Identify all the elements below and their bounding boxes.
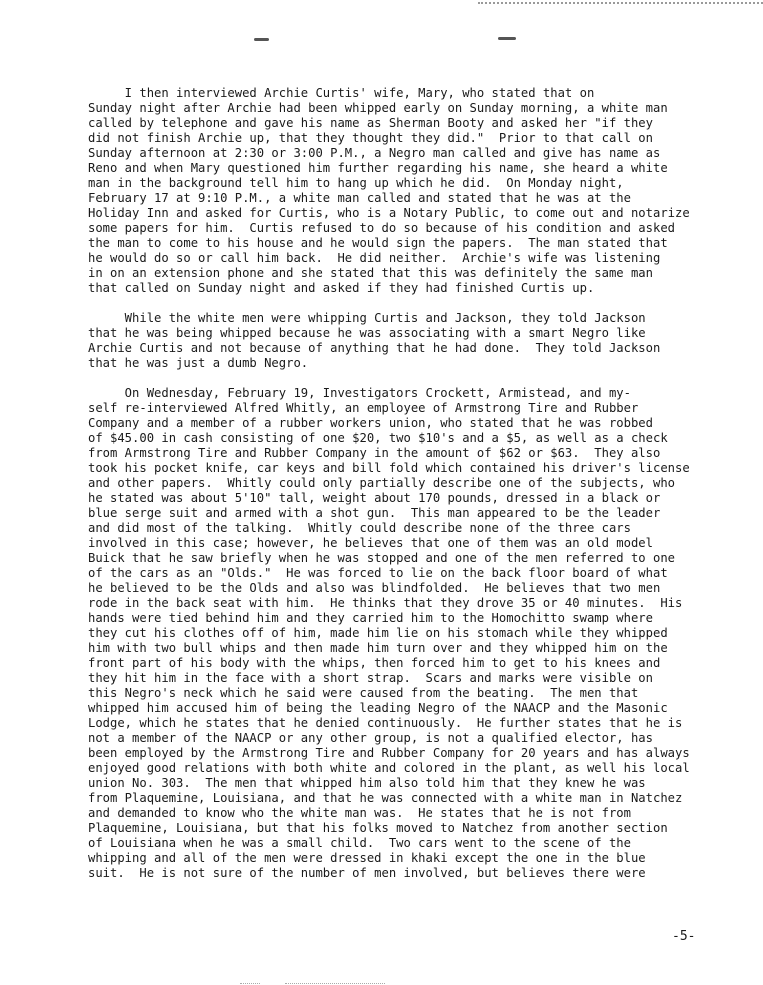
top-edge-dots: [478, 2, 763, 4]
text-line: blue serge suit and armed with a shot gun. This man appeared to be the leader: [88, 506, 661, 520]
text-line: and other papers. Whitly could only partially describe one of the subjects, who: [88, 476, 675, 490]
text-line: that he was just a dumb Negro.: [88, 356, 309, 370]
text-line: union No. 303. The men that whipped him also told him that they knew he was: [88, 776, 646, 790]
text-line: Archie Curtis and not because of anything that he had done. They told Jackson: [88, 341, 661, 355]
text-line: called by telephone and gave his name as Sherman Booty and asked her "if they: [88, 116, 653, 130]
top-smudge-right: [498, 37, 516, 40]
top-smudge-left: [254, 38, 269, 41]
text-line: been employed by the Armstrong Tire and Rubber Company for 20 years and has always: [88, 746, 690, 760]
text-line: did not finish Archie up, that they thought they did." Prior to that call on: [88, 131, 653, 145]
text-line: of $45.00 in cash consisting of one $20, two $10's and a $5, as well as a check: [88, 431, 668, 445]
bottom-edge-dots: [285, 983, 385, 984]
text-line: and demanded to know who the white man was. He states that he is not from: [88, 806, 631, 820]
text-line: whipped him accused him of being the leading Negro of the NAACP and the Masonic: [88, 701, 668, 715]
text-line: front part of his body with the whips, then forced him to get to his knees and: [88, 656, 661, 670]
text-line: self re-interviewed Alfred Whitly, an employee of Armstrong Tire and Rubber: [88, 401, 639, 415]
text-line: Sunday afternoon at 2:30 or 3:00 P.M., a Negro man called and give has name as: [88, 146, 661, 160]
text-line: involved in this case; however, he believes that one of them was an old model: [88, 536, 653, 550]
paragraph-whipping-jackson: [88, 311, 718, 371]
text-line: not a member of the NAACP or any other group, is not a qualified elector, has: [88, 731, 653, 745]
text-line: hands were tied behind him and they carried him to the Homochitto swamp where: [88, 611, 653, 625]
text-line: February 17 at 9:10 P.M., a white man called and stated that he was at the: [88, 191, 631, 205]
text-line: Buick that he saw briefly when he was stopped and one of the men referred to one: [88, 551, 675, 565]
text-line: that he was being whipped because he was associating with a smart Negro like: [88, 326, 646, 340]
bottom-edge-dots-2: [240, 983, 260, 984]
text-line: he would do so or call him back. He did neither. Archie's wife was listening: [88, 251, 661, 265]
text-line: suit. He is not sure of the number of men involved, but believes there were: [88, 866, 646, 880]
text-line: from Plaquemine, Louisiana, and that he was connected with a white man in Natchez: [88, 791, 683, 805]
text-line: Holiday Inn and asked for Curtis, who is a Notary Public, to come out and notarize: [88, 206, 690, 220]
text-line: Lodge, which he states that he denied continuously. He further states that he is: [88, 716, 683, 730]
text-line: they hit him in the face with a short strap. Scars and marks were visible on: [88, 671, 653, 685]
text-line: Reno and when Mary questioned him further regarding his name, she heard a white: [88, 161, 668, 175]
text-line: man in the background tell him to hang up which he did. On Monday night,: [88, 176, 624, 190]
text-line: the man to come to his house and he would sign the papers. The man stated that: [88, 236, 668, 250]
text-line: Sunday night after Archie had been whipped early on Sunday morning, a white man: [88, 101, 668, 115]
text-line: he believed to be the Olds and also was blindfolded. He believes that two men: [88, 581, 661, 595]
text-line: Plaquemine, Louisiana, but that his folks moved to Natchez from another section: [88, 821, 668, 835]
text-line: him with two bull whips and then made him turn over and they whipped him on the: [88, 641, 668, 655]
text-line: rode in the back seat with him. He thinks that they drove 35 or 40 minutes. His: [88, 596, 683, 610]
document-body: [88, 86, 718, 896]
text-line: While the white men were whipping Curtis and Jackson, they told Jackson: [88, 311, 646, 325]
page-number: -5-: [672, 929, 696, 944]
text-line: Company and a member of a rubber workers union, who stated that he was robbed: [88, 416, 653, 430]
text-line: and did most of the talking. Whitly could describe none of the three cars: [88, 521, 631, 535]
text-line: whipping and all of the men were dressed in khaki except the one in the blue: [88, 851, 646, 865]
text-line: in on an extension phone and she stated that this was definitely the same man: [88, 266, 653, 280]
text-line: they cut his clothes off of him, made him lie on his stomach while they whipped: [88, 626, 668, 640]
text-line: from Armstrong Tire and Rubber Company in the amount of $62 or $63. They also: [88, 446, 661, 460]
text-line: On Wednesday, February 19, Investigators Crockett, Armistead, and my-: [88, 386, 631, 400]
text-line: I then interviewed Archie Curtis' wife, Mary, who stated that on: [88, 86, 595, 100]
text-line: some papers for him. Curtis refused to do so because of his condition and asked: [88, 221, 675, 235]
text-line: enjoyed good relations with both white and colored in the plant, as well his local: [88, 761, 690, 775]
text-line: of Louisiana when he was a small child. Two cars went to the scene of the: [88, 836, 631, 850]
text-line: took his pocket knife, car keys and bill fold which contained his driver's license: [88, 461, 690, 475]
text-line: that called on Sunday night and asked if they had finished Curtis up.: [88, 281, 595, 295]
text-line: he stated was about 5'10" tall, weight about 170 pounds, dressed in a black or: [88, 491, 661, 505]
paragraph-curtis-wife: [88, 86, 718, 296]
text-line: of the cars as an "Olds." He was forced to lie on the back floor board of what: [88, 566, 668, 580]
paragraph-whitly-interview: [88, 386, 718, 881]
text-line: this Negro's neck which he said were caused from the beating. The men that: [88, 686, 639, 700]
